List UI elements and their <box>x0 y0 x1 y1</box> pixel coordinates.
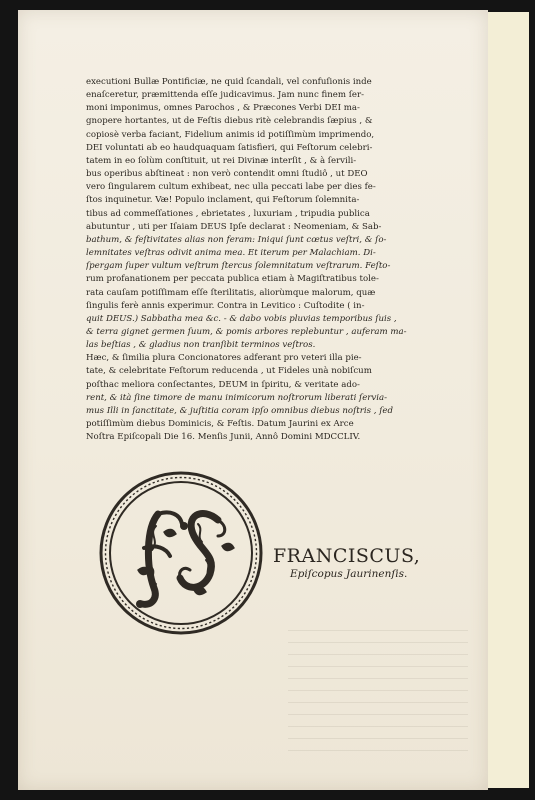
text-line: moni imponimus, omnes Parochos , & Præcones Verbi DEI ma- <box>86 103 360 114</box>
text-line: enaſceretur, præmittenda eſſe judicavimus. Jam nunc finem ſer- <box>86 90 365 101</box>
text-line: lemnitates veſtras odivit anima mea. Et iterum per Malachiam. Di- <box>86 248 376 259</box>
text-line: Hæc, & ſimilia plura Concionatores adferant pro veteri illa pie- <box>86 353 362 364</box>
ink-bleed-through <box>288 630 468 760</box>
text-line: copiosè verba faciant, Fidelium animis id potiſſimùm imprimendo, <box>86 129 375 140</box>
seal-ring <box>101 473 261 633</box>
text-line: gnopere hortantes, ut de Feſtis diebus ritè celebrandis ſæpius , & <box>86 116 373 127</box>
text-line: ſpergam ſuper vultum veſtrum ſtercus ſolemnitatum veſtrarum. Feſto- <box>86 261 391 272</box>
text-line: DEI voluntati ab eo haudquaquam ſatisfieri, qui Feſtorum celebri- <box>86 142 373 153</box>
text-line: bus operibus abſtineat : non verò contendit omni ſtudiô , ut DEO <box>86 169 368 180</box>
text-line: tate, & celebritate Feſtorum reducenda , ut Fideles unà nobiſcum <box>86 366 372 377</box>
text-line: tibus ad commeſſationes , ebrietates , luxuriam , tripudia publica <box>86 208 370 219</box>
text-line: executioni Bullæ Pontificiæ, ne quid ſcandali, vel confuſionis inde <box>86 77 372 87</box>
text-line: Noſtra Epiſcopali Die 16. Menſis Junii, Annô Domini MDCCLIV. <box>86 432 361 443</box>
text-line: tatem in eo ſolùm conſtituit, ut rei Divinæ interſit , & à ſervili- <box>86 155 357 166</box>
text-line: vero ſingularem cultum exhibeat, nec ulla peccati labe per dies fe- <box>86 182 376 193</box>
signature-title: Epiſcopus Jaurinenſis. <box>290 568 408 580</box>
text-line: rent, & ità ſine timore de manu inimicorum noſtrorum liberati ſervia- <box>86 392 388 403</box>
page-edge-tab <box>486 12 529 788</box>
text-line: ſtos inquinetur. Væ! Populo inclament, qui Feſtorum ſolemnita- <box>86 195 360 206</box>
document-page <box>18 10 488 790</box>
signature-block <box>273 545 483 580</box>
text-line: quit DEUS.) Sabbatha mea &c. - & dabo vobis pluvias temporibus ſuis , <box>86 313 397 324</box>
signature-name: FRANCISCUS, <box>273 545 421 567</box>
text-line: rata cauſam potiſſimam eſſe ſterilitatis, aliorùmque malorum, quæ <box>86 287 376 298</box>
floral-monogram-fs-icon <box>136 512 234 608</box>
body-text <box>86 76 448 444</box>
text-line: abutuntur , uti per Iſaiam DEUS Ipſe declarat : Neomeniam, & Sab- <box>86 221 382 232</box>
seal <box>98 470 264 636</box>
text-line: mus Illi in ſanctitate, & juſtitia coram ipſo omnibus diebus noſtris , ſed <box>86 405 393 416</box>
text-line: las beſtias , & gladius non tranſibit terminos veſtros. <box>86 340 316 351</box>
text-line: poſthac meliora conſectantes, DEUM in ſpiritu, & veritate ado- <box>86 379 360 390</box>
text-line: potiſſimùm diebus Dominicis, & Feſtis. Datum Jaurini ex Arce <box>86 419 354 430</box>
text-line: bathum, & feſtivitates alias non feram: Iniqui ſunt cœtus veſtri, & ſo- <box>86 234 387 245</box>
text-line: rum profanationem per peccata publica etiam à Magiſtratibus tole- <box>86 274 379 285</box>
text-line: ſingulis ferè annis experimur. Contra in Levitico : Cuſtodite ( in- <box>86 300 365 311</box>
text-line: & terra gignet germen ſuum, & pomis arbores replebuntur , auferam ma- <box>86 326 407 337</box>
